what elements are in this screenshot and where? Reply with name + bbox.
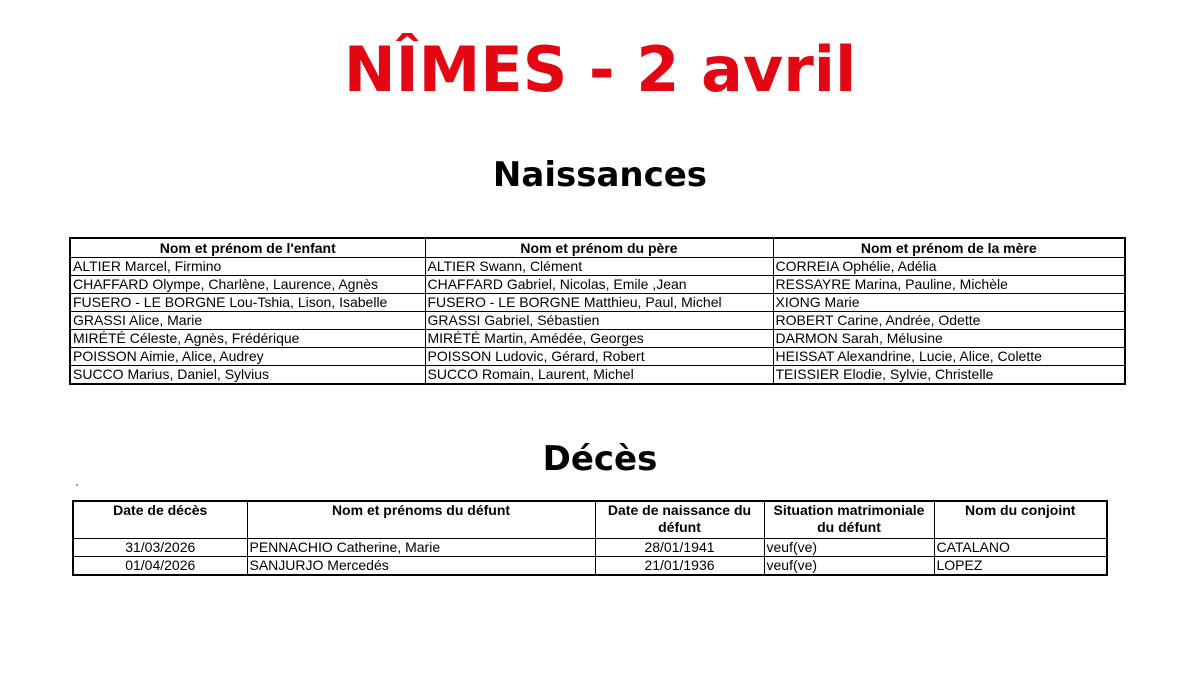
mother-name: CORREIA Ophélie, Adélia	[773, 258, 1125, 276]
table-header-row	[73, 501, 1107, 539]
father-name: FUSERO - LE BORGNE Matthieu, Paul, Michel	[425, 294, 773, 312]
page-title: NÎMES - 2 avril	[343, 33, 857, 106]
child-name: CHAFFARD Olympe, Charlène, Laurence, Agnès	[70, 276, 425, 294]
table-row	[70, 366, 1125, 385]
column-header-mother: Nom et prénom de la mère	[773, 238, 1125, 258]
father-name: GRASSI Gabriel, Sébastien	[425, 312, 773, 330]
deaths-table	[72, 500, 1108, 576]
column-header-birth-date: Date de naissance du défunt	[595, 501, 764, 539]
death-date: 31/03/2026	[73, 539, 247, 557]
mother-name: RESSAYRE Marina, Pauline, Michèle	[773, 276, 1125, 294]
marital-status: veuf(ve)	[764, 539, 934, 557]
mother-name: XIONG Marie	[773, 294, 1125, 312]
column-header-death-date: Date de décès	[73, 501, 247, 539]
mother-name: HEISSAT Alexandrine, Lucie, Alice, Colette	[773, 348, 1125, 366]
deaths-heading: Décès	[542, 439, 658, 479]
table-row	[70, 258, 1125, 276]
table-row	[70, 330, 1125, 348]
births-heading: Naissances	[492, 155, 708, 195]
column-header-child: Nom et prénom de l'enfant	[70, 238, 425, 258]
table-row	[70, 276, 1125, 294]
table-row	[73, 557, 1107, 576]
stray-mark	[76, 484, 78, 486]
marital-status: veuf(ve)	[764, 557, 934, 576]
father-name: CHAFFARD Gabriel, Nicolas, Emile ,Jean	[425, 276, 773, 294]
column-header-deceased-name: Nom et prénoms du défunt	[247, 501, 595, 539]
father-name: MIRÉTÉ Martin, Amédée, Georges	[425, 330, 773, 348]
child-name: FUSERO - LE BORGNE Lou-Tshia, Lison, Isabelle	[70, 294, 425, 312]
column-header-marital-status: Situation matrimoniale du défunt	[764, 501, 934, 539]
mother-name: TEISSIER Elodie, Sylvie, Christelle	[773, 366, 1125, 385]
child-name: GRASSI Alice, Marie	[70, 312, 425, 330]
deceased-name: SANJURJO Mercedés	[247, 557, 595, 576]
table-row	[70, 294, 1125, 312]
spouse-name: LOPEZ	[934, 557, 1107, 576]
child-name: MIRÉTÉ Céleste, Agnès, Frédérique	[70, 330, 425, 348]
table-row	[70, 312, 1125, 330]
death-date: 01/04/2026	[73, 557, 247, 576]
father-name: POISSON Ludovic, Gérard, Robert	[425, 348, 773, 366]
birth-date: 21/01/1936	[595, 557, 764, 576]
table-row	[70, 348, 1125, 366]
father-name: ALTIER Swann, Clément	[425, 258, 773, 276]
child-name: POISSON Aimie, Alice, Audrey	[70, 348, 425, 366]
mother-name: ROBERT Carine, Andrée, Odette	[773, 312, 1125, 330]
birth-date: 28/01/1941	[595, 539, 764, 557]
table-row	[73, 539, 1107, 557]
column-header-spouse-name: Nom du conjoint	[934, 501, 1107, 539]
mother-name: DARMON Sarah, Mélusine	[773, 330, 1125, 348]
father-name: SUCCO Romain, Laurent, Michel	[425, 366, 773, 385]
births-table	[69, 237, 1126, 385]
spouse-name: CATALANO	[934, 539, 1107, 557]
table-header-row	[70, 238, 1125, 258]
child-name: SUCCO Marius, Daniel, Sylvius	[70, 366, 425, 385]
deceased-name: PENNACHIO Catherine, Marie	[247, 539, 595, 557]
column-header-father: Nom et prénom du père	[425, 238, 773, 258]
child-name: ALTIER Marcel, Firmino	[70, 258, 425, 276]
